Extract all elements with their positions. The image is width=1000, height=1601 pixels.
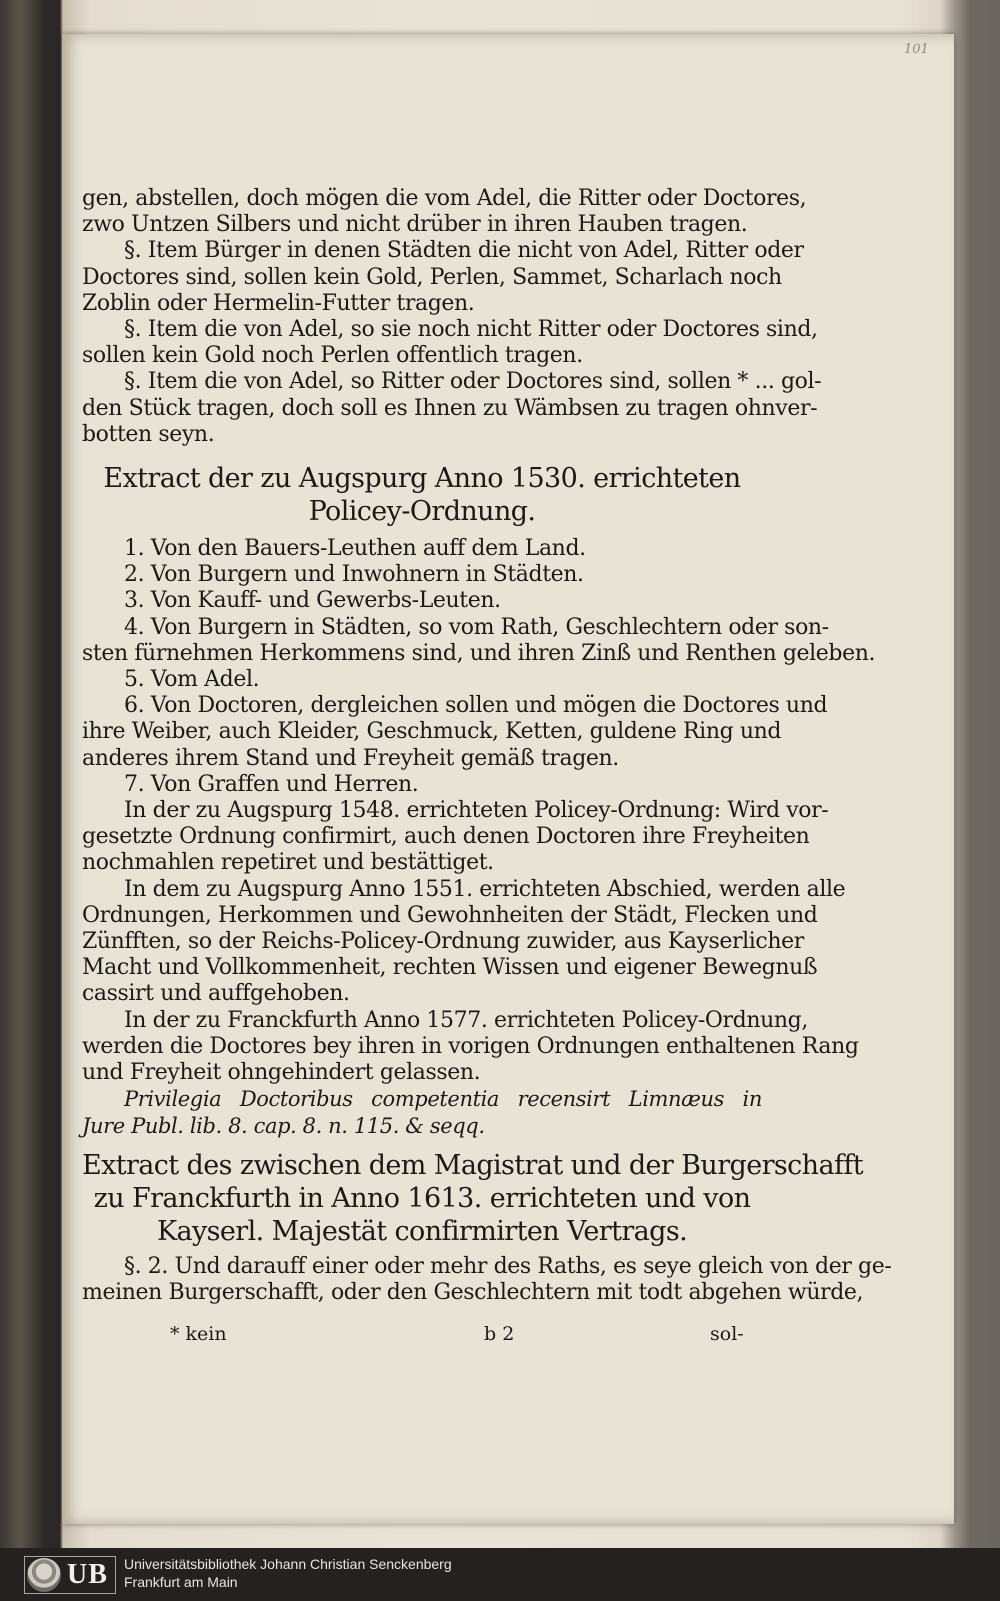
text-line: Zoblin oder Hermelin-Futter tragen. [82,290,475,316]
paragraph [82,238,804,317]
list-item: 7. Von Graffen und Herren. [124,771,419,797]
list-item: 1. Von den Bauers-Leuthen auff dem Land. [124,536,586,562]
text-line: In der zu Augspurg 1548. errichteten Policey-Ordnung: Wird vor- [124,798,829,824]
page-text [82,186,892,1306]
list-item: sten fürnehmen Herkommens sind, und ihren Zinß und Renthen geleben. [82,640,876,666]
institution-city: Frankfurt am Main [124,1574,238,1590]
paragraph [82,1007,859,1087]
institution-line: Universitätsbibliothek Johann Christian Senckenberg [124,1556,452,1572]
paragraph [82,876,846,1008]
list-item: 5. Vom Adel. [124,667,260,693]
text-line: gen, abstellen, doch mögen die vom Adel, die Ritter oder Doctores, [82,186,807,211]
logo-text: UB [67,1559,108,1590]
text-line: Doctores sind, sollen kein Gold, Perlen, Sammet, Scharlach noch [82,264,782,290]
heading-line: zu Franckfurth in Anno 1613. errichteten und von [93,1182,751,1214]
heading-line: Kayserl. Majestät confirmirten Vertrags. [156,1215,688,1247]
text-line: den Stück tragen, doch soll es Ihnen zu Wämbsen zu tragen ohnver- [82,395,818,421]
text-line: §. 2. Und darauff einer oder mehr des Raths, es seye gleich von der ge- [124,1253,892,1279]
paragraph [82,1253,892,1306]
latin-citation [82,1086,762,1138]
text-line: Ordnungen, Herkommen und Gewohnheiten der Städt, Flecken und [82,902,818,928]
footnote-marker: * kein [170,1323,227,1345]
text-line: Zünfften, so der Reichs-Policey-Ordnung zuwider, aus Kayserlicher [82,929,804,955]
text-line: Privilegia Doctoribus competentia recensirt Limnæus in [124,1087,762,1112]
section-heading [82,1149,863,1248]
text-line: botten seyn. [82,421,215,447]
text-line: nochmahlen repetiret und bestättiget. [82,850,494,876]
text-line: sollen kein Gold noch Perlen offentlich tragen. [82,343,583,369]
text-line: meinen Burgerschafft, oder den Geschlechtern mit todt abgehen würde, [82,1279,864,1305]
text-line: §. Item Bürger in denen Städten die nicht von Adel, Ritter oder [124,238,804,264]
list-item: 6. Von Doctoren, dergleichen sollen und mögen die Doctores und [124,693,828,719]
heading-line: Extract der zu Augspurg Anno 1530. errichteten [103,463,741,495]
text-line: In der zu Franckfurth Anno 1577. errichteten Policey-Ordnung, [124,1007,808,1033]
text-line: und Freyheit ohngehindert gelassen. [82,1060,481,1086]
signature-mark: b 2 [484,1323,515,1345]
list-item: 4. Von Burgern in Städten, so vom Rath, Geschlechtern oder son- [124,614,829,640]
heading-line: Extract des zwischen dem Magistrat und der Burgerschafft [82,1149,863,1181]
text-line: Jure Publ. lib. 8. cap. 8. n. 115. & seqq. [82,1113,485,1138]
paragraph [82,369,822,448]
paragraph [82,798,829,877]
text-line: §. Item die von Adel, so sie noch nicht Ritter oder Doctores sind, [124,317,818,343]
text-line: cassirt und auffgehoben. [82,981,350,1007]
text-line: Macht und Vollkommenheit, rechten Wissen und eigener Bewegnuß [82,955,818,981]
institution-name [124,1555,452,1591]
library-logo[interactable] [24,1556,116,1594]
text-line: werden die Doctores bey ihren in vorigen Ordnungen enthaltenen Rang [82,1033,859,1059]
paragraph [82,186,807,238]
text-line: gesetzte Ordnung confirmirt, auch denen Doctoren ihre Freyheiten [82,824,810,850]
list-item: 3. Von Kauff- und Gewerbs-Leuten. [124,588,501,614]
heading-line: Policey-Ordnung. [308,496,536,528]
catchword: sol- [710,1323,744,1345]
seal-icon [27,1558,61,1592]
section-heading [82,462,762,528]
list-item: ihre Weiber, auch Kleider, Geschmuck, Ketten, guldene Ring und [82,719,782,745]
library-banner [0,1548,1000,1601]
numbered-list [82,536,876,798]
text-line: §. Item die von Adel, so Ritter oder Doctores sind, sollen * ... gol- [124,369,822,395]
folio-number: 101 [904,42,929,57]
text-line: zwo Untzen Silbers und nicht drüber in ihren Hauben tragen. [82,212,748,238]
paragraph [82,317,818,369]
list-item: 2. Von Burgern und Inwohnern in Städten. [124,562,584,588]
list-item: anderes ihrem Stand und Freyheit gemäß tragen. [82,745,619,771]
text-line: In dem zu Augspurg Anno 1551. errichteten Abschied, werden alle [124,876,846,902]
